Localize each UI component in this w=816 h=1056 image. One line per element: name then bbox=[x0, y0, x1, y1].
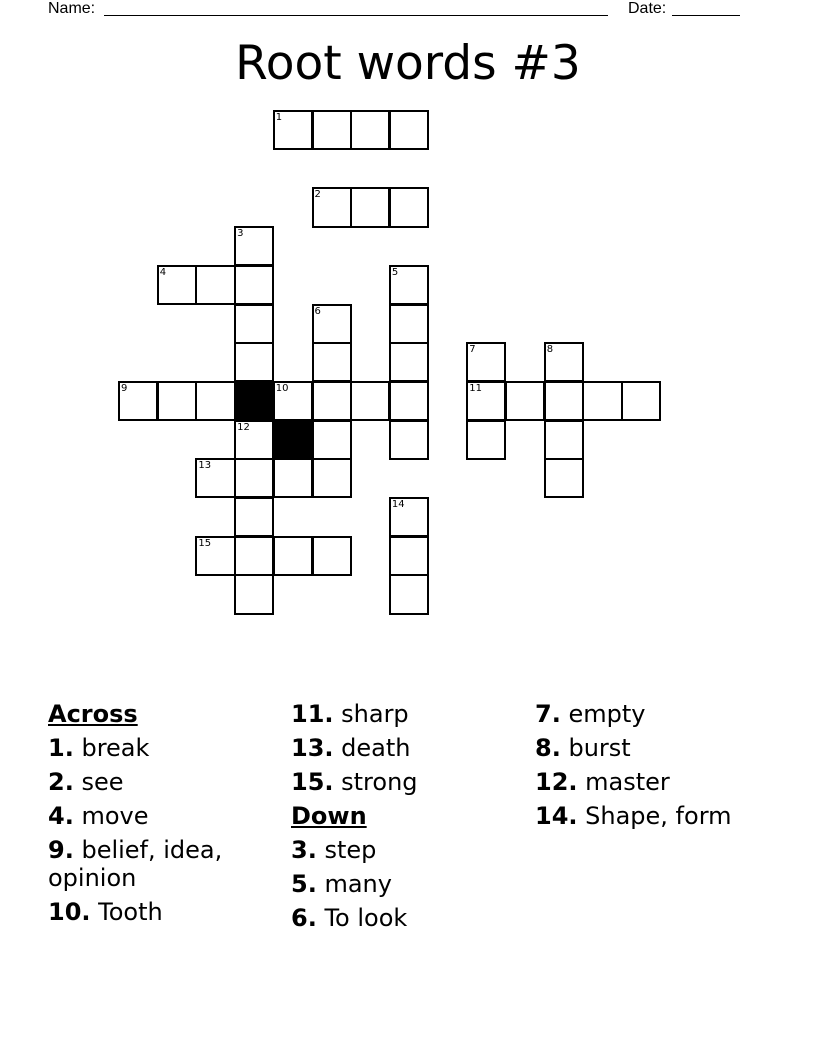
clue-number: 2 bbox=[314, 189, 321, 201]
grid-cell[interactable] bbox=[273, 536, 313, 576]
grid-cell[interactable] bbox=[234, 497, 274, 537]
clue-item bbox=[291, 734, 523, 762]
clue-item bbox=[291, 700, 523, 728]
grid-cell[interactable] bbox=[544, 458, 584, 498]
clue-item bbox=[291, 768, 523, 796]
grid-cell[interactable] bbox=[389, 265, 429, 305]
name-label: Name: bbox=[48, 0, 96, 17]
grid-cell[interactable] bbox=[312, 536, 352, 576]
clue-number-label: 10. bbox=[48, 898, 91, 926]
clue-text: belief, idea, opinion bbox=[48, 836, 223, 892]
clue-item bbox=[291, 870, 523, 898]
grid-cell[interactable] bbox=[234, 420, 274, 460]
clue-number: 3 bbox=[237, 228, 244, 240]
page-title: Root words #3 bbox=[235, 36, 581, 91]
clue-number: 9 bbox=[121, 382, 128, 394]
clue-number-label: 4. bbox=[48, 802, 74, 830]
grid-cell[interactable] bbox=[621, 381, 661, 421]
clue-item bbox=[48, 836, 280, 892]
clues-column-3 bbox=[535, 700, 767, 836]
clue-text: Tooth bbox=[90, 898, 163, 926]
grid-cell[interactable] bbox=[350, 187, 390, 227]
clue-number-label: 1. bbox=[48, 734, 74, 762]
clue-text: see bbox=[73, 768, 124, 796]
clue-text: master bbox=[577, 768, 670, 796]
grid-cell[interactable] bbox=[389, 574, 429, 614]
grid-cell[interactable] bbox=[389, 381, 429, 421]
grid-cell[interactable] bbox=[389, 304, 429, 344]
clue-text: step bbox=[316, 836, 377, 864]
clue-number-label: 11. bbox=[291, 700, 334, 728]
clue-number: 7 bbox=[469, 344, 476, 356]
clue-item bbox=[48, 734, 280, 762]
grid-cell[interactable] bbox=[544, 420, 584, 460]
grid-cell[interactable] bbox=[273, 110, 313, 150]
grid-cell[interactable] bbox=[389, 342, 429, 382]
grid-cell[interactable] bbox=[466, 342, 506, 382]
grid-cell[interactable] bbox=[350, 110, 390, 150]
grid-cell[interactable] bbox=[234, 265, 274, 305]
grid-cell[interactable] bbox=[312, 187, 352, 227]
across-clue-list-continued bbox=[291, 700, 523, 796]
grid-cell[interactable] bbox=[389, 536, 429, 576]
clue-number-label: 6. bbox=[291, 904, 317, 932]
clue-item bbox=[48, 802, 280, 830]
clue-number-label: 3. bbox=[291, 836, 317, 864]
clue-item bbox=[291, 836, 523, 864]
grid-cell[interactable] bbox=[312, 304, 352, 344]
clue-text: death bbox=[333, 734, 411, 762]
grid-cell[interactable] bbox=[544, 381, 584, 421]
clue-number-label: 7. bbox=[535, 700, 561, 728]
clue-number-label: 2. bbox=[48, 768, 74, 796]
clue-number-label: 9. bbox=[48, 836, 74, 864]
grid-cell[interactable] bbox=[234, 458, 274, 498]
grid-cell[interactable] bbox=[350, 381, 390, 421]
grid-cell[interactable] bbox=[234, 304, 274, 344]
clue-number: 15 bbox=[198, 537, 212, 549]
grid-cell[interactable] bbox=[234, 574, 274, 614]
clue-number: 13 bbox=[198, 460, 212, 472]
clue-number-label: 15. bbox=[291, 768, 334, 796]
grid-cell[interactable] bbox=[273, 458, 313, 498]
grid-cell[interactable] bbox=[273, 381, 313, 421]
clue-number: 10 bbox=[275, 382, 289, 394]
grid-cell[interactable] bbox=[389, 420, 429, 460]
grid-cell[interactable] bbox=[234, 342, 274, 382]
clue-number: 11 bbox=[469, 382, 483, 394]
black-cell bbox=[273, 420, 313, 460]
down-clue-list bbox=[291, 836, 523, 932]
grid-cell[interactable] bbox=[157, 381, 197, 421]
clue-item bbox=[291, 904, 523, 932]
grid-cell[interactable] bbox=[312, 110, 352, 150]
clue-text: strong bbox=[333, 768, 418, 796]
clue-number: 6 bbox=[314, 305, 321, 317]
clues-column-1 bbox=[48, 700, 280, 932]
across-heading: Across bbox=[48, 700, 138, 728]
grid-cell[interactable] bbox=[466, 381, 506, 421]
clue-text: move bbox=[73, 802, 149, 830]
clue-item bbox=[535, 700, 767, 728]
grid-cell[interactable] bbox=[195, 458, 235, 498]
clue-item bbox=[535, 734, 767, 762]
grid-cell[interactable] bbox=[505, 381, 545, 421]
grid-cell[interactable] bbox=[544, 342, 584, 382]
grid-cell[interactable] bbox=[195, 536, 235, 576]
across-clue-list bbox=[48, 734, 280, 926]
grid-cell[interactable] bbox=[118, 381, 158, 421]
clue-number: 8 bbox=[546, 344, 554, 356]
grid-cell[interactable] bbox=[234, 226, 274, 266]
clue-text: sharp bbox=[333, 700, 409, 728]
grid-cell[interactable] bbox=[312, 420, 352, 460]
clues-column-2 bbox=[291, 700, 523, 938]
clue-item bbox=[48, 768, 280, 796]
date-label: Date: bbox=[628, 0, 667, 17]
grid-cell[interactable] bbox=[195, 381, 235, 421]
clue-number: 12 bbox=[237, 421, 250, 433]
grid-cell[interactable] bbox=[466, 420, 506, 460]
clue-text: burst bbox=[560, 734, 631, 762]
down-clue-list-continued bbox=[535, 700, 767, 830]
grid-cell[interactable] bbox=[234, 536, 274, 576]
grid-cell[interactable] bbox=[312, 381, 352, 421]
clue-text: Shape, form bbox=[577, 802, 732, 830]
grid-cell[interactable] bbox=[312, 342, 352, 382]
grid-cell[interactable] bbox=[312, 458, 352, 498]
clue-number-label: 13. bbox=[291, 734, 334, 762]
clue-text: many bbox=[316, 870, 392, 898]
clue-text: To look bbox=[316, 904, 408, 932]
clue-number: 1 bbox=[275, 112, 283, 123]
clue-number: 14 bbox=[391, 499, 405, 510]
clue-number-label: 5. bbox=[291, 870, 317, 898]
black-cell bbox=[234, 381, 274, 421]
clue-number-label: 14. bbox=[535, 802, 578, 830]
clue-number: 4 bbox=[159, 266, 167, 278]
clue-item bbox=[48, 898, 280, 926]
grid-cell[interactable] bbox=[389, 187, 429, 227]
down-heading: Down bbox=[291, 802, 367, 830]
clue-number: 5 bbox=[391, 266, 399, 278]
grid-cell[interactable] bbox=[389, 497, 429, 537]
clue-item bbox=[535, 802, 767, 830]
clue-text: empty bbox=[560, 700, 646, 728]
grid-cell[interactable] bbox=[157, 265, 197, 305]
grid-cell[interactable] bbox=[389, 110, 429, 150]
grid-cell[interactable] bbox=[582, 381, 622, 421]
clue-text: break bbox=[73, 734, 150, 762]
clue-number-label: 8. bbox=[535, 734, 561, 762]
clue-item bbox=[535, 768, 767, 796]
clue-number-label: 12. bbox=[535, 768, 578, 796]
grid-cell[interactable] bbox=[195, 265, 235, 305]
